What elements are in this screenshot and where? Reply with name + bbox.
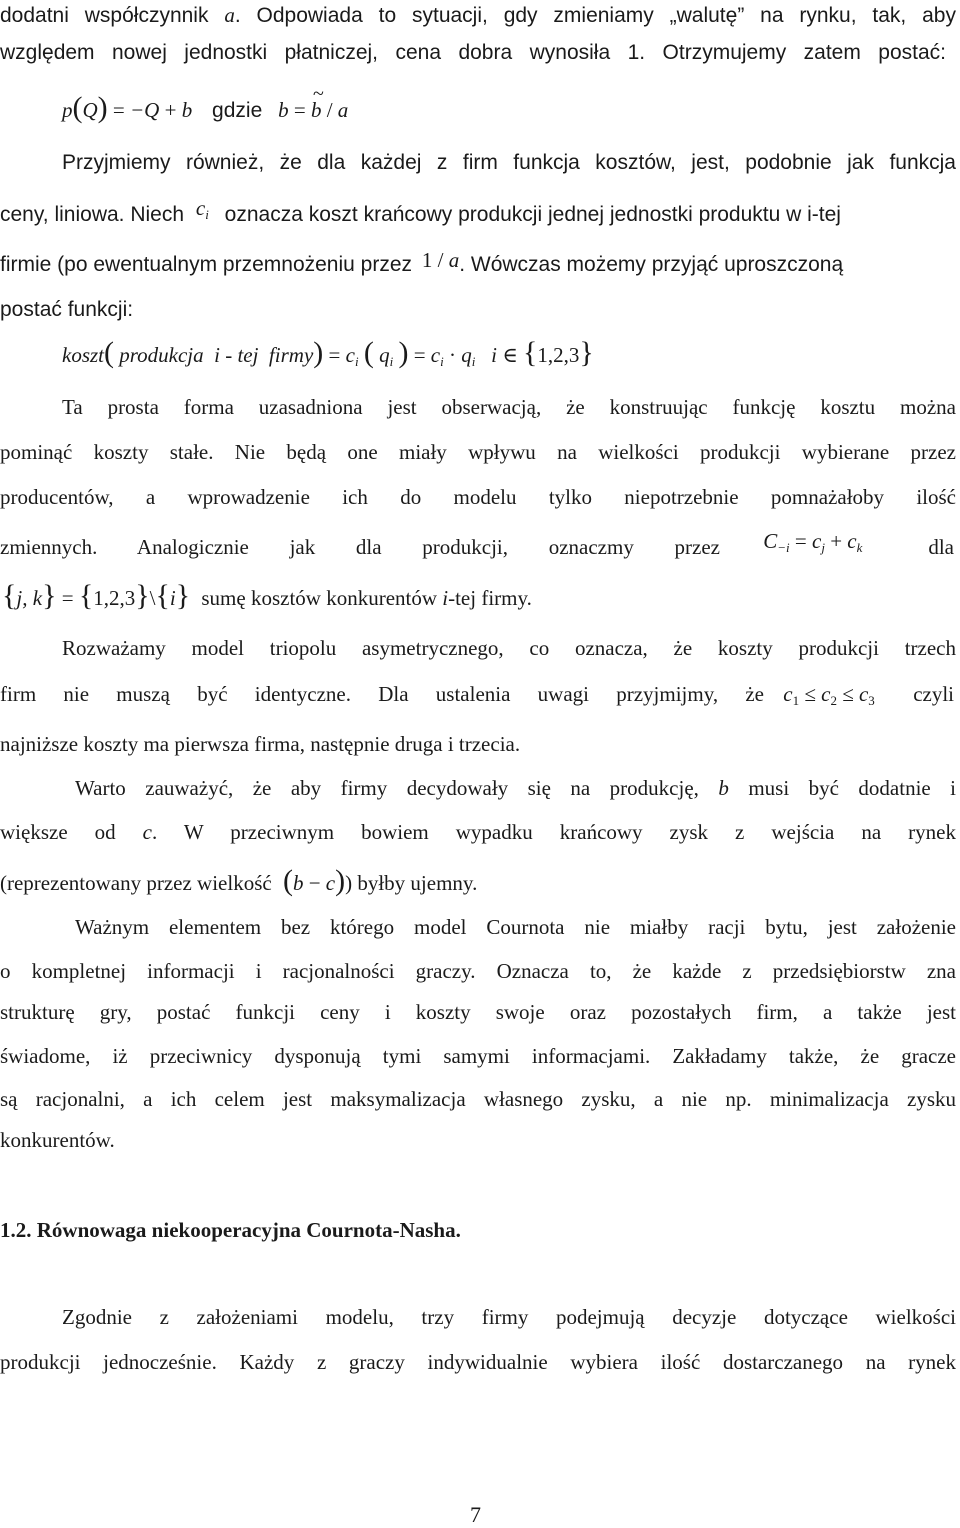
text-line-20: Ważnym elementem bez którego model Cournota nie miałby racji bytu, jest założenie xyxy=(75,915,956,939)
text: firmie (po ewentualnym przemnożeniu przez xyxy=(0,253,413,276)
formula: koszt( produkcja i - tej firmy) = $c_i$ ( $q_i$ ) = $c_i \cdot q_i$ i ∈ {1,2,3} xyxy=(62,336,594,369)
formula: {j, k} = {1,2,3}\{i} xyxy=(2,579,191,612)
text: ) byłby ujemny. xyxy=(345,871,478,895)
formula: $c_1 \le c_2 \le c_3$ xyxy=(783,682,875,708)
text-line-22: strukturę gry, postać funkcji ceny i koszty swoje oraz pozostałych firm, a także jest xyxy=(0,1000,956,1024)
equation-price xyxy=(62,93,462,126)
text: -tej firmy. xyxy=(448,586,532,610)
page-number: 7 xyxy=(470,1502,481,1527)
formula: 1 / a xyxy=(421,248,460,272)
text: zmiennych. Analogicznie jak dla produkcji, oznaczmy przez xyxy=(0,535,720,559)
text-line-5 xyxy=(0,196,956,236)
section-heading: 1.2. Równowaga niekooperacyjna Cournota-Nasha. xyxy=(0,1218,461,1242)
formula: b = ~ b / a xyxy=(278,98,348,122)
text-line-16: najniższe koszty ma pierwsza firma, następnie druga i trzecia. xyxy=(0,732,521,756)
formula: p(Q) = −Q + b xyxy=(62,91,193,124)
text: oznacza koszt krańcowy produkcji jednej jednostki produktu w i-tej xyxy=(224,203,841,226)
text-line-27: Zgodnie z założeniami modelu, trzy firmy podejmują decyzje dotyczące wielkości xyxy=(62,1305,956,1329)
text: Warto zauważyć, że aby firmy decydowały się na produkcję, xyxy=(75,776,699,800)
text: czyli xyxy=(913,682,954,706)
text-line-21: o kompletnej informacji i racjonalności graczy. Oznacza to, że każde z przedsiębiorstw zna xyxy=(0,959,956,983)
formula: $c_i$ xyxy=(195,196,209,222)
text: b xyxy=(718,776,729,800)
text-line-17 xyxy=(75,773,956,803)
text: gdzie xyxy=(212,99,263,122)
text: dla xyxy=(928,535,954,559)
text: . Odpowiada to sytuacji, gdy zmieniamy „walutę” na rynku, tak, aby xyxy=(234,4,956,27)
text-line-7: postać funkcji: xyxy=(0,298,134,321)
text: sumę kosztów konkurentów xyxy=(201,586,438,610)
variable-a: a xyxy=(224,3,235,27)
text: firm nie muszą być identyczne. Dla ustalenia uwagi przyjmijmy, że xyxy=(0,682,764,706)
text-line-19 xyxy=(0,866,700,898)
text-line-18 xyxy=(0,817,956,847)
text-line-11: producentów, a wprowadzenie ich do modelu tylko niepotrzebnie pomnażałoby ilość xyxy=(0,485,956,509)
text: (reprezentowany przez wielkość xyxy=(0,871,272,895)
text-line-14: Rozważamy model triopolu asymetrycznego, co oznacza, że koszty produkcji trzech xyxy=(62,636,956,660)
formula: $C_{-i} = c_j + c_k$ xyxy=(763,529,863,555)
text-line-15 xyxy=(0,679,956,716)
text: ceny, liniowa. Niech xyxy=(0,203,185,226)
text-line-24: są racjonalni, a ich celem jest maksymalizacja własnego zysku, a nie np. minimalizacja zysku xyxy=(0,1087,956,1111)
formula: (b − c) xyxy=(282,864,346,897)
text-line-6 xyxy=(0,249,956,280)
text: większe od xyxy=(0,820,116,844)
text-line-25: konkurentów. xyxy=(0,1128,115,1152)
text-line-28: produkcji jednocześnie. Każdy z graczy indywidualnie wybiera ilość dostarczanego na rynek xyxy=(0,1350,956,1374)
text-line-13 xyxy=(2,581,702,613)
text: dodatni współczynnik xyxy=(0,4,209,27)
text-line-23: świadome, iż przeciwnicy dysponują tymi samymi informacjami. Zakładamy także, że gracze xyxy=(0,1044,956,1068)
text: i xyxy=(442,586,449,610)
text-line-10: pominąć koszty stałe. Nie będą one miały wpływu na wielkości produkcji wybierane przez xyxy=(0,440,956,464)
text-line-9: Ta prosta forma uzasadniona jest obserwacją, że konstruując funkcję kosztu można xyxy=(62,395,956,419)
text: musi być dodatnie i xyxy=(748,776,957,800)
text: . Wówczas możemy przyjąć uproszczoną xyxy=(459,253,844,276)
text-line-4: Przyjmiemy również, że dla każdej z firm funkcja kosztów, jest, podobnie jak funkcja xyxy=(62,151,956,174)
text: . W przeciwnym bowiem wypadku krańcowy zysk z wejścia na rynek xyxy=(151,820,956,844)
text-line-2: względem nowej jednostki płatniczej, cena dobra wynosiła 1. Otrzymujemy zatem postać: xyxy=(0,41,946,64)
text-line-1 xyxy=(0,0,956,31)
equation-cost xyxy=(62,338,762,377)
text: c xyxy=(142,820,152,844)
text-line-12 xyxy=(0,529,956,569)
